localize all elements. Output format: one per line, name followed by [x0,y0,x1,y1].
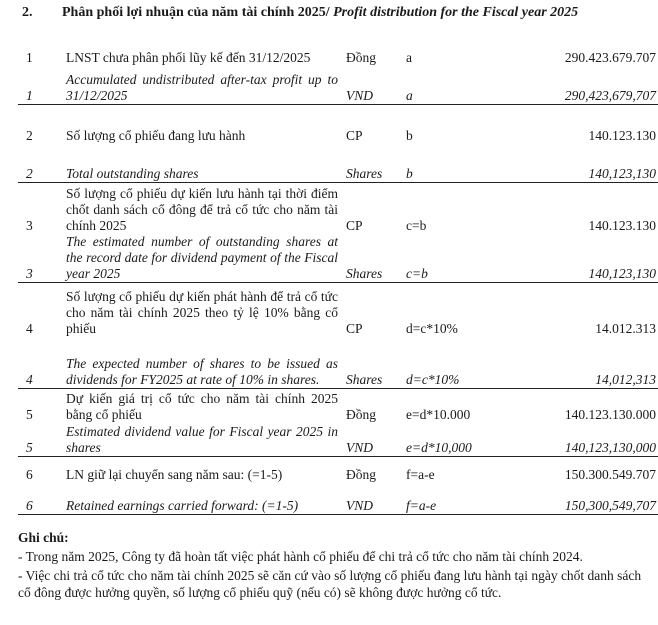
row-formula: d=c*10% [406,320,458,336]
row-formula: e=d*10,000 [406,423,506,457]
row-formula: b [406,144,506,182]
table-row [18,66,658,104]
section-title-en: Profit distribution for the Fiscal year 2025 [333,5,579,20]
table-row [18,283,658,337]
table-body [18,26,658,515]
section-number: 2. [22,5,33,20]
row-number: 2 [26,128,33,143]
row-value: 140.123.130.000 [564,406,656,422]
row-unit: VND [338,483,406,515]
row-unit: Shares [338,234,406,283]
row-value: 140.123.130 [588,128,656,143]
row-formula: c=b [406,218,427,233]
row-number: 4 [18,337,66,389]
row-unit: CP [346,128,363,143]
row-unit: VND [338,423,406,457]
notes-section [18,530,650,603]
row-unit: VND [338,66,406,104]
note-item: - Việc chi trả cổ tức cho năm tài chính 2025 sẽ căn cứ vào số lượng cổ phiếu đang lưu hành tại ngày chốt danh sách cổ đông được hưởng quyền, số lượng cổ phiếu quỹ (nếu có) sẽ không được hưởng cổ tức. [18,568,642,600]
table-row [18,337,658,389]
row-formula: d=c*10% [406,337,506,389]
row-description: Retained earnings carried forward: (=1-5) [66,483,338,515]
row-formula: f=a-e [406,483,506,515]
row-number: 5 [18,423,66,457]
row-formula: a [406,66,506,104]
table-row [18,104,658,144]
row-description: Dự kiến giá trị cổ tức cho năm tài chính 2025 bằng cổ phiếu [66,390,338,422]
row-number: 6 [26,466,33,482]
row-number: 1 [18,66,66,104]
row-unit: Shares [338,144,406,182]
row-formula: c=b [406,234,506,283]
row-description: Accumulated undistributed after-tax profit up to 31/12/2025 [66,66,338,104]
row-unit: CP [346,320,363,336]
row-number: 5 [26,406,33,422]
row-formula: a [406,50,412,65]
row-value: 290.423.679.707 [564,50,656,65]
row-value: 290,423,679,707 [506,66,658,104]
row-value: 140.123.130 [588,218,656,233]
row-value: 150.300.549.707 [564,466,656,482]
row-unit: Đồng [346,466,376,482]
table-row [18,483,658,515]
table-row [18,423,658,457]
row-number: 2 [18,144,66,182]
row-value: 150,300,549,707 [506,483,658,515]
row-description: Estimated dividend value for Fiscal year 2025 in shares [66,424,338,455]
row-value: 14.012.313 [595,320,656,336]
section-title [62,5,578,21]
row-value: 140,123,130 [506,144,658,182]
row-formula: b [406,128,413,143]
row-description: Số lượng cổ phiếu dự kiến phát hành để trả cổ tức cho năm tài chính 2025 theo tỷ lệ 10% bằng cổ phiếu [66,288,338,336]
row-number: 4 [26,320,33,336]
row-description: The estimated number of outstanding shares at the record date for dividend payment of the Fiscal year 2025 [66,234,338,281]
row-value: 140,123,130 [506,234,658,283]
row-number: 3 [18,234,66,283]
row-description: The expected number of shares to be issued as dividends for FY2025 at rate of 10% in shares. [66,337,338,389]
table-row [18,457,658,483]
notes-title: Ghi chú: [18,530,69,545]
table-row [18,144,658,182]
row-number: 3 [26,218,33,233]
row-formula: f=a-e [406,466,435,482]
table-row [18,234,658,283]
table-row [18,26,658,66]
row-value: 140,123,130,000 [506,423,658,457]
note-item: - Trong năm 2025, Công ty đã hoàn tất việc phát hành cổ phiếu để chi trả cổ tức cho năm tài chính 2024. [18,549,583,564]
row-value: 14,012,313 [506,337,658,389]
section-title-vi: Phân phối lợi nhuận của năm tài chính 2025/ [62,5,334,20]
row-unit: Đồng [346,50,376,65]
row-number: 1 [26,50,33,65]
row-number: 6 [18,483,66,515]
row-unit: CP [346,218,363,233]
table-row [18,389,658,423]
row-formula: e=d*10.000 [406,406,471,422]
row-description: Số lượng cổ phiếu đang lưu hành [66,128,246,143]
row-description: LN giữ lại chuyển sang năm sau: (=1-5) [66,466,283,482]
row-unit: Đồng [346,406,376,422]
row-unit: Shares [338,337,406,389]
table-row [18,182,658,234]
row-description: Số lượng cổ phiếu dự kiến lưu hành tại thời điểm chốt danh sách cổ đông để trả cổ tức cho năm tài chính 2025 [66,186,338,233]
profit-distribution-table [18,26,658,515]
row-description: Total outstanding shares [66,144,338,182]
row-description: LNST chưa phân phối lũy kế đến 31/12/2025 [66,50,311,65]
